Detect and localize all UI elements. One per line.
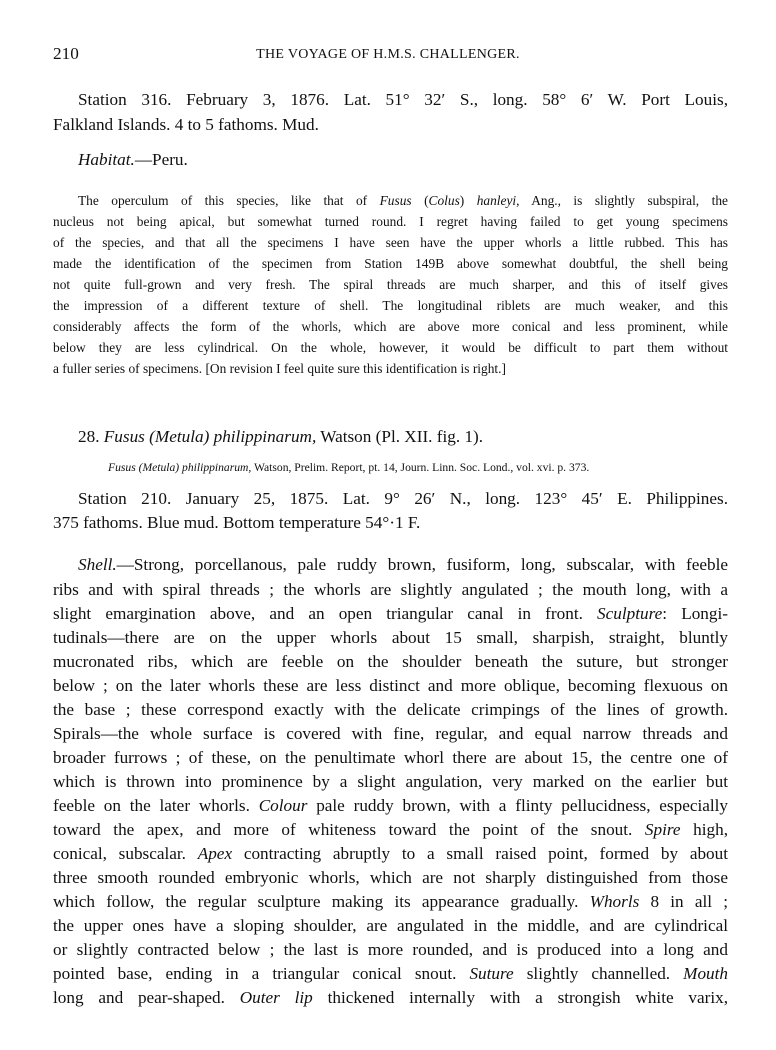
apex-label: Apex xyxy=(197,844,233,863)
sculpture-label: Sculpture xyxy=(597,604,663,623)
description-line-19: long and pear-shaped. Outer lip thickened internally with a strongish white varix, xyxy=(53,988,729,1007)
description-line-2: ribs and with spiral threads ; the whorls are slightly angulated ; the mouth long, with a xyxy=(53,580,728,599)
species-hanleyi: hanleyi xyxy=(476,193,517,208)
species-genus: Fusus xyxy=(103,427,145,446)
description-line-9: broader furrows ; of these, on the penultimate whorl there are about 15, the centre one of xyxy=(53,748,728,767)
species-epithet: philippinarum, xyxy=(213,427,317,446)
description-line-17: or slightly contracted below ; the last is more rounded, and is produced into a long and xyxy=(53,940,728,959)
description-line-16: the upper ones have a sloping shoulder, are angulated in the middle, and are cylindrical xyxy=(53,916,728,935)
station-316-line-2: Falkland Islands. 4 to 5 fathoms. Mud. xyxy=(53,115,319,134)
colour-label: Colour xyxy=(258,796,308,815)
station-210-line-2: 375 fathoms. Blue mud. Bottom temperature 54°·1 F. xyxy=(53,513,421,532)
remarks-line-2: nucleus not being apical, but somewhat turned round. I regret having failed to get young specimens xyxy=(53,214,728,229)
station-210-line-1: Station 210. January 25, 1875. Lat. 9° 26′ N., long. 123° 45′ E. Philippines. xyxy=(78,489,728,508)
mouth-label: Mouth xyxy=(683,964,728,983)
page-number: 210 xyxy=(53,44,79,63)
suture-label: Suture xyxy=(469,964,514,983)
habitat-label: Habitat. xyxy=(78,150,135,169)
description-line-7: the base ; these correspond exactly with the delicate crimpings of the lines of growth. xyxy=(53,700,728,719)
habitat-value: —Peru. xyxy=(134,150,188,169)
description-line-4: tudinals—there are on the upper whorls about 15 small, sharpish, straight, bluntly xyxy=(53,628,728,647)
habitat xyxy=(78,150,188,170)
remarks-line-8: below they are less cylindrical. On the whole, however, it would be difficult to part them without xyxy=(53,340,728,355)
remarks-line-9: a fuller series of specimens. [On revision I feel quite sure this identification is right.] xyxy=(53,361,506,376)
outer-lip-label: Outer lip xyxy=(239,988,313,1007)
reference-citation: Watson, Prelim. Report, pt. 14, Journ. Linn. Soc. Lond., vol. xvi. p. 373. xyxy=(251,461,590,474)
species-author-plate: Watson (Pl. XII. fig. 1). xyxy=(316,427,484,446)
species-subgenus: (Metula) xyxy=(149,427,210,446)
description-line-10: which is thrown into prominence by a slight angulation, very marked on the earlier but xyxy=(53,772,728,791)
description-line-6: below ; on the later whorls these are less distinct and more oblique, becoming flexuous on xyxy=(53,676,728,695)
description-line-11: feeble on the later whorls. Colour pale ruddy brown, with a flinty pellucidness, especially xyxy=(53,796,728,815)
species-number: 28. xyxy=(78,427,100,446)
subgenus-colus: Colus xyxy=(428,193,460,208)
whorls-label: Whorls xyxy=(589,892,640,911)
reference-taxon: Fusus (Metula) philippinarum, xyxy=(108,461,252,474)
description-line-13: conical, subscalar. Apex contracting abruptly to a small raised point, formed by about xyxy=(53,844,729,863)
remarks-line-3: of the species, and that all the specimens I have seen have the upper whorls a little rubbed. This has xyxy=(53,235,728,250)
description-line-8: Spirals—the whole surface is covered with fine, regular, and equal narrow threads and xyxy=(53,724,728,743)
remarks-line-5: not quite full-grown and very fresh. The spiral threads are much sharper, and this of itself gives xyxy=(53,277,728,292)
remarks-line-4: made the identification of the specimen from Station 149B above somewhat doubtful, the shell being xyxy=(53,256,728,271)
species-reference xyxy=(108,461,589,474)
remarks-line-6: the impression of a different texture of shell. The longitudinal riblets are much weaker, and this xyxy=(53,298,728,313)
running-title: THE VOYAGE OF H.M.S. CHALLENGER. xyxy=(256,47,520,62)
species-heading xyxy=(78,427,483,447)
description-line-18: pointed base, ending in a triangular conical snout. Suture slightly channelled. Mouth xyxy=(53,964,728,983)
description-line-1: Shell.—Strong, porcellanous, pale ruddy brown, fusiform, long, subscalar, with feeble xyxy=(78,555,728,574)
description-line-12: toward the apex, and more of whiteness toward the point of the snout. Spire high, xyxy=(53,820,728,839)
shell-label: Shell. xyxy=(78,555,117,574)
remarks-line-1: The operculum of this species, like that of Fusus (Colus) hanleyi, Ang., is slightly subspiral, the xyxy=(78,193,728,208)
station-316-line-1: Station 316. February 3, 1876. Lat. 51° 32′ S., long. 58° 6′ W. Port Louis, xyxy=(78,90,728,109)
description-line-3: slight emargination above, and an open triangular canal in front. Sculpture: Longi- xyxy=(53,604,728,623)
description-line-14: three smooth rounded embryonic whorls, which are not sharply distinguished from those xyxy=(53,868,728,887)
spire-label: Spire xyxy=(644,820,681,839)
genus-fusus: Fusus xyxy=(379,193,412,208)
description-line-5: mucronated ribs, which are feeble on the shoulder beneath the suture, but stronger xyxy=(53,652,728,671)
description-line-15: which follow, the regular sculpture making its appearance gradually. Whorls 8 in all ; xyxy=(53,892,728,911)
remarks-line-7: considerably affects the form of the whorls, which are above more conical and less prominent, while xyxy=(53,319,728,334)
